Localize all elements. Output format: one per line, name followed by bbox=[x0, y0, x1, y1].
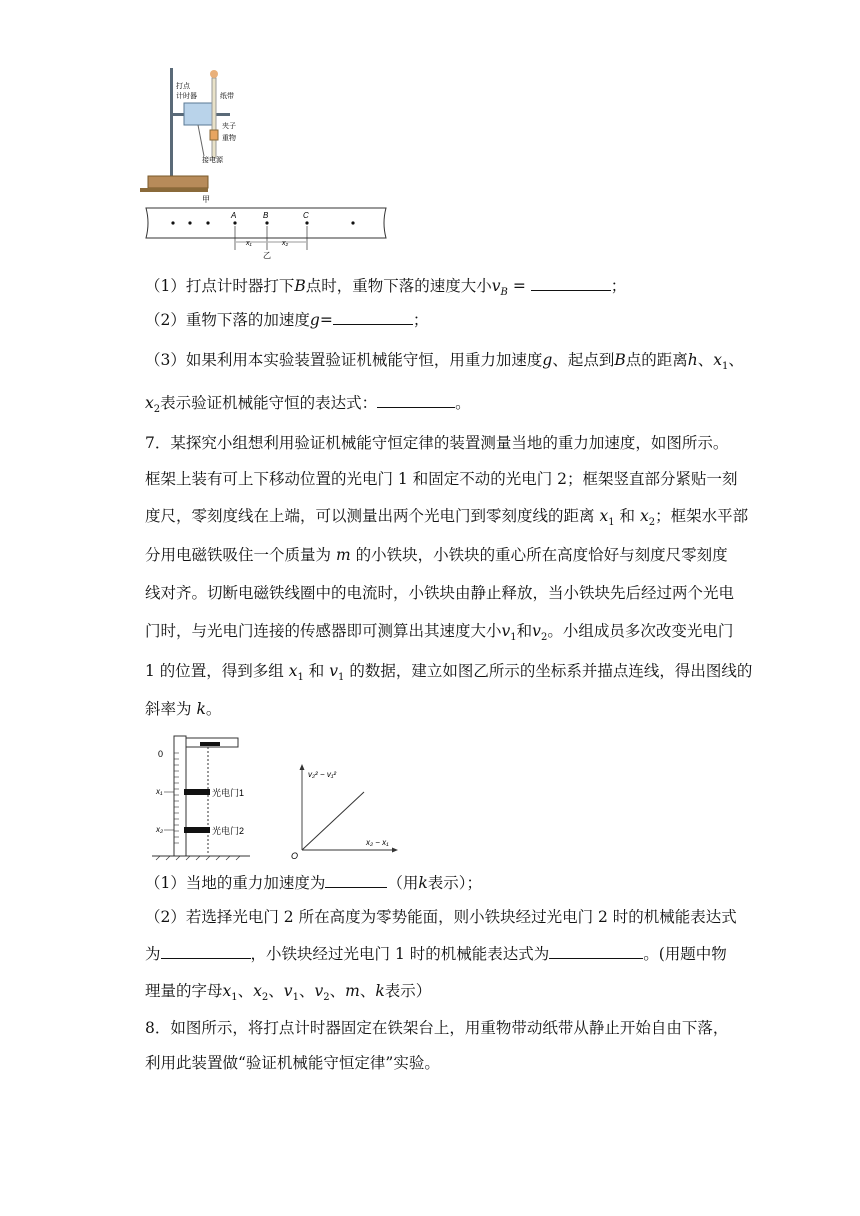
point-c: C bbox=[303, 211, 309, 220]
q7-line3: 度尺，零刻度线在上端，可以测量出两个光电门到零刻度线的距离 $x_1$ 和 $x_2$；框架水平部 bbox=[145, 507, 749, 529]
gate-x2: x₂ bbox=[156, 825, 164, 834]
q7-line7: 1 的位置，得到多组 $x_1$ 和 $v_1$ 的数据，建立如图乙所示的坐标系并描点连线，得出图线的 bbox=[145, 662, 753, 684]
point-a: A bbox=[231, 211, 237, 220]
graph-origin: O bbox=[291, 851, 299, 861]
q8-line2: 利用此装置做“验证机械能守恒定律”实验。 bbox=[145, 1054, 440, 1072]
point-b: B bbox=[263, 211, 269, 220]
caption-yi: 乙 bbox=[263, 251, 271, 260]
q7-part1: （1）当地的重力加速度为 （用k表示）； bbox=[145, 874, 483, 892]
figure-graph bbox=[288, 762, 400, 862]
figure-photogate bbox=[150, 733, 262, 861]
caption-jia: 甲 bbox=[202, 195, 210, 204]
tape-x1: x₁ bbox=[246, 240, 252, 247]
answer-blank[interactable] bbox=[531, 276, 611, 291]
label-weight: 重物 bbox=[222, 135, 236, 142]
gate-x1: x₁ bbox=[156, 787, 163, 796]
graph-xlabel: x₂ − x₁ bbox=[366, 838, 389, 847]
q6-part1: （1）打点计时器打下B点时，重物下落的速度大小$v_B$ = ； bbox=[145, 277, 627, 299]
q7-part2: （2）若选择光电门 2 所在高度为零势能面，则小铁块经过光电门 2 时的机械能表达式 bbox=[145, 908, 737, 926]
answer-blank[interactable] bbox=[325, 873, 387, 888]
q7-part2-cont: 为 ，小铁块经过光电门 1 时的机械能表达式为 。(用题中物 bbox=[145, 945, 727, 963]
q7-line6: 门时，与光电门连接的传感器即可测算出其速度大小$v_1$和$v_2$。小组成员多次改变光电门 bbox=[145, 622, 734, 644]
q6-part3: （3）如果利用本实验装置验证机械能守恒，用重力加速度g、起点到B点的距离h、$x_1$、 bbox=[145, 351, 744, 373]
label-timer2: 计时器 bbox=[176, 93, 197, 100]
answer-blank[interactable] bbox=[377, 393, 455, 408]
q7-part2-vars: 理量的字母$x_1$、$x_2$、$v_1$、$v_2$、m、k表示） bbox=[145, 982, 432, 1004]
graph-line bbox=[302, 792, 364, 850]
tape-x2: x₂ bbox=[282, 240, 289, 247]
answer-blank[interactable] bbox=[333, 310, 413, 325]
q7-line4: 分用电磁铁吸住一个质量为 m 的小铁块，小铁块的重心所在高度恰好与刻度尺零刻度 bbox=[145, 546, 728, 564]
gate2-label: 光电门2 bbox=[212, 826, 245, 836]
label-timer: 打点 bbox=[176, 83, 190, 90]
label-power: 接电源 bbox=[202, 157, 223, 164]
answer-blank[interactable] bbox=[549, 944, 643, 959]
figure-tape bbox=[140, 206, 390, 262]
graph-ylabel: v₂² − v₁² bbox=[308, 770, 337, 779]
q8-line1: 8．如图所示，将打点计时器固定在铁架台上，用重物带动纸带从静止开始自由下落， bbox=[145, 1019, 729, 1037]
q6-part3-cont: $x_2$表示验证机械能守恒的表达式： 。 bbox=[145, 394, 471, 416]
q7-line2: 框架上装有可上下移动位置的光电门 1 和固定不动的光电门 2；框架竖直部分紧贴一刻 bbox=[145, 470, 738, 488]
figure-apparatus bbox=[140, 68, 270, 208]
label-clip: 夹子 bbox=[222, 123, 236, 130]
q7-line5: 线对齐。切断电磁铁线圈中的电流时，小铁块由静止释放，当小铁块先后经过两个光电 bbox=[145, 584, 735, 602]
label-tape: 纸带 bbox=[220, 93, 234, 100]
q7-line8: 斜率为 k。 bbox=[145, 700, 222, 718]
gate1-label: 光电门1 bbox=[212, 788, 245, 798]
q6-part2: （2）重物下落的加速度g= ； bbox=[145, 311, 429, 329]
answer-blank[interactable] bbox=[161, 944, 251, 959]
q7-line1: 7．某探究小组想利用验证机械能守恒定律的装置测量当地的重力加速度，如图所示。 bbox=[145, 434, 729, 452]
gate-zero: 0 bbox=[158, 749, 164, 759]
